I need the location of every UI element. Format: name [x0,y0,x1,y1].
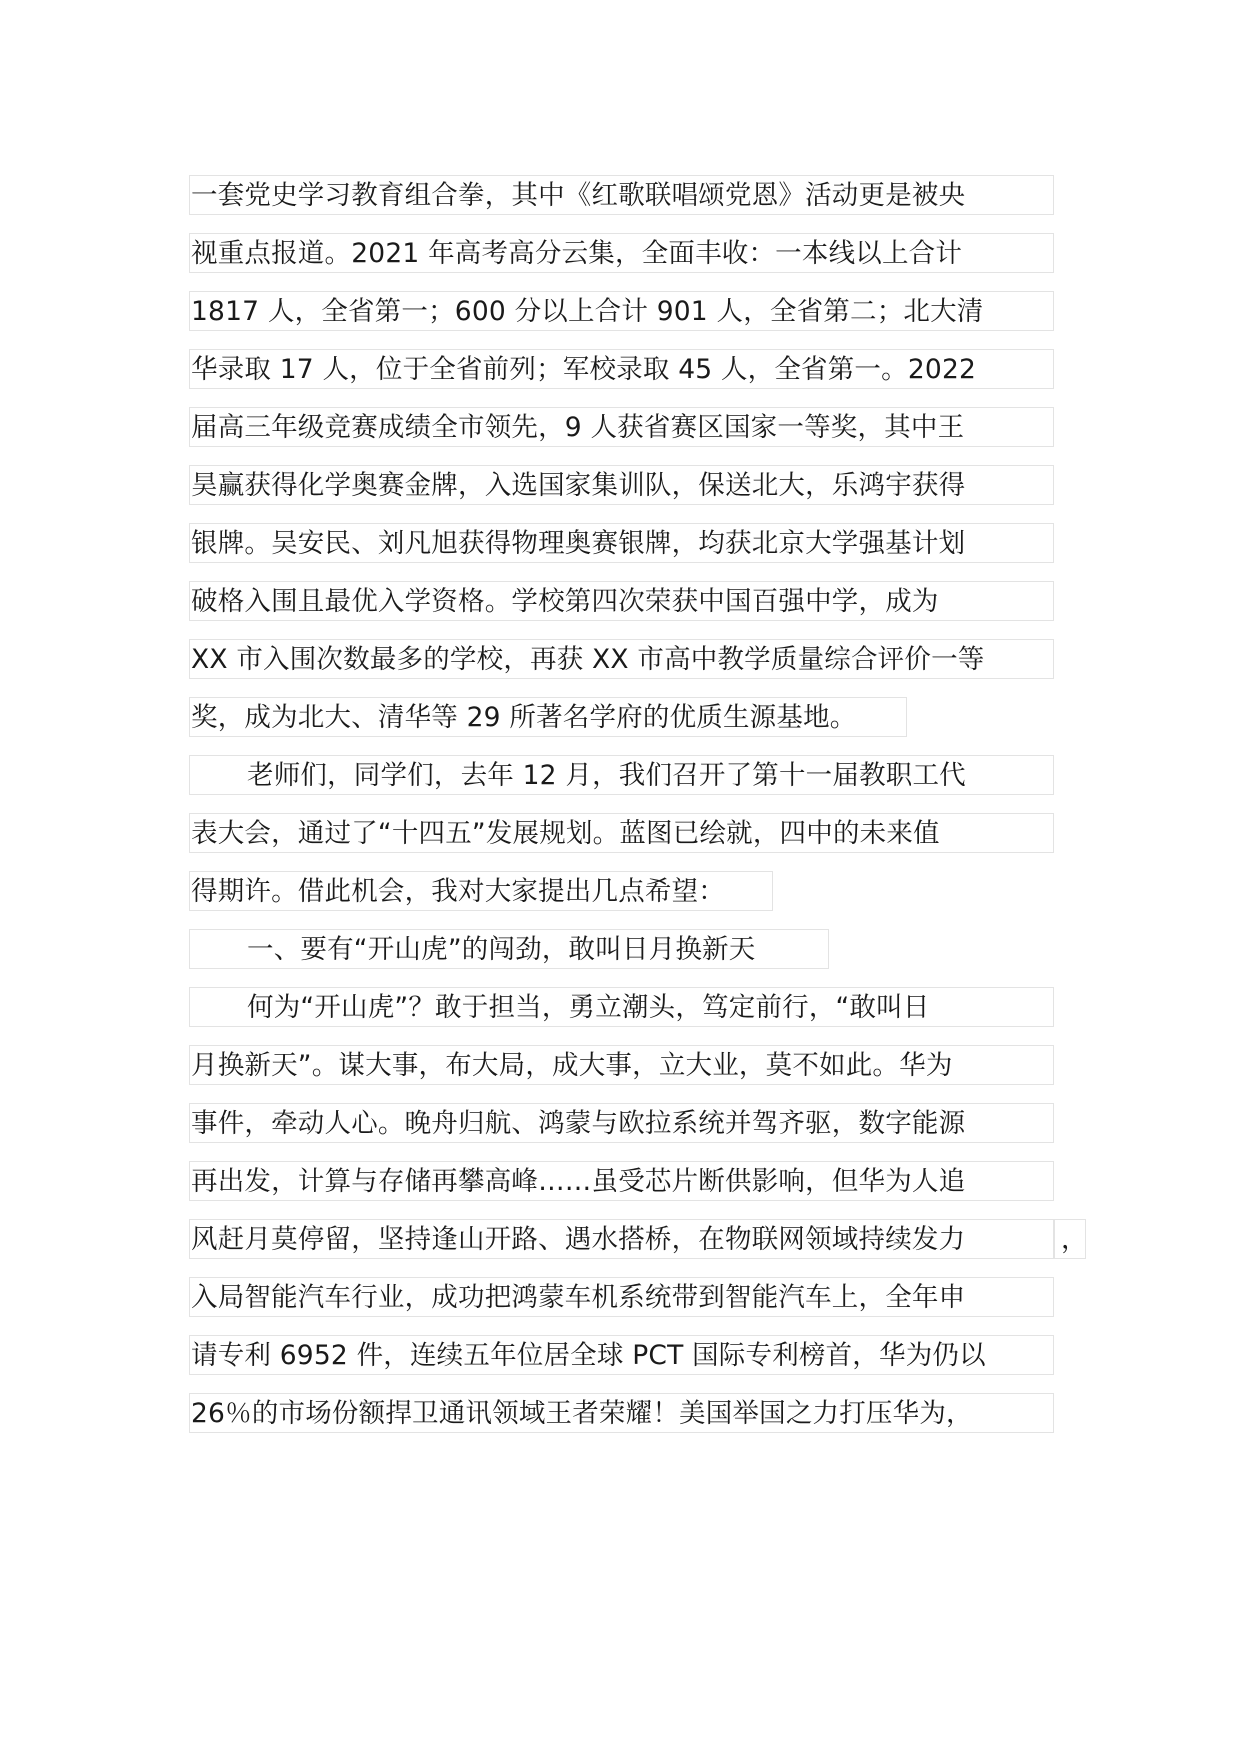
text-line: 1817 人，全省第一；600 分以上合计 901 人，全省第二；北大清 [189,291,1054,331]
text-line: 风赶月莫停留，坚持逢山开路、遇水搭桥，在物联网领域持续发力 [189,1219,1054,1259]
text-line: 26％的市场份额捍卫通讯领域王者荣耀！美国举国之力打压华为， [189,1393,1054,1433]
text-line: 届高三年级竞赛成绩全市领先，9 人获省赛区国家一等奖，其中王 [189,407,1054,447]
text-line: 何为“开山虎”？敢于担当，勇立潮头，笃定前行，“敢叫日 [189,987,1054,1027]
text-line: 再出发，计算与存储再攀高峰……虽受芯片断供影响，但华为人追 [189,1161,1054,1201]
text-line: 表大会，通过了“十四五”发展规划。蓝图已绘就，四中的未来值 [189,813,1054,853]
text-line: 破格入围且最优入学资格。学校第四次荣获中国百强中学，成为 [189,581,1054,621]
text-line: 月换新天”。谋大事，布大局，成大事，立大业，莫不如此。华为 [189,1045,1054,1085]
text-line: 请专利 6952 件，连续五年位居全球 PCT 国际专利榜首，华为仍以 [189,1335,1054,1375]
section-heading: 一、要有“开山虎”的闯劲，敢叫日月换新天 [189,929,829,969]
text-line: 入局智能汽车行业，成功把鸿蒙车机系统带到智能汽车上，全年申 [189,1277,1054,1317]
text-line: 昊赢获得化学奥赛金牌，入选国家集训队，保送北大，乐鸿宇获得 [189,465,1054,505]
text-line: 事件，牵动人心。晚舟归航、鸿蒙与欧拉系统并驾齐驱，数字能源 [189,1103,1054,1143]
text-line: 银牌。吴安民、刘凡旭获得物理奥赛银牌，均获北京大学强基计划 [189,523,1054,563]
overflow-punctuation: ， [1054,1219,1086,1259]
text-line: 奖，成为北大、清华等 29 所著名学府的优质生源基地。 [189,697,907,737]
text-line: 得期许。借此机会，我对大家提出几点希望： [189,871,773,911]
text-line: 老师们，同学们，去年 12 月，我们召开了第十一届教职工代 [189,755,1054,795]
text-line: 视重点报道。2021 年高考高分云集，全面丰收：一本线以上合计 [189,233,1054,273]
text-line: XX 市入围次数最多的学校，再获 XX 市高中教学质量综合评价一等 [189,639,1054,679]
text-line: 一套党史学习教育组合拳，其中《红歌联唱颂党恩》活动更是被央 [189,175,1054,215]
text-line: 华录取 17 人，位于全省前列；军校录取 45 人，全省第一。2022 [189,349,1054,389]
